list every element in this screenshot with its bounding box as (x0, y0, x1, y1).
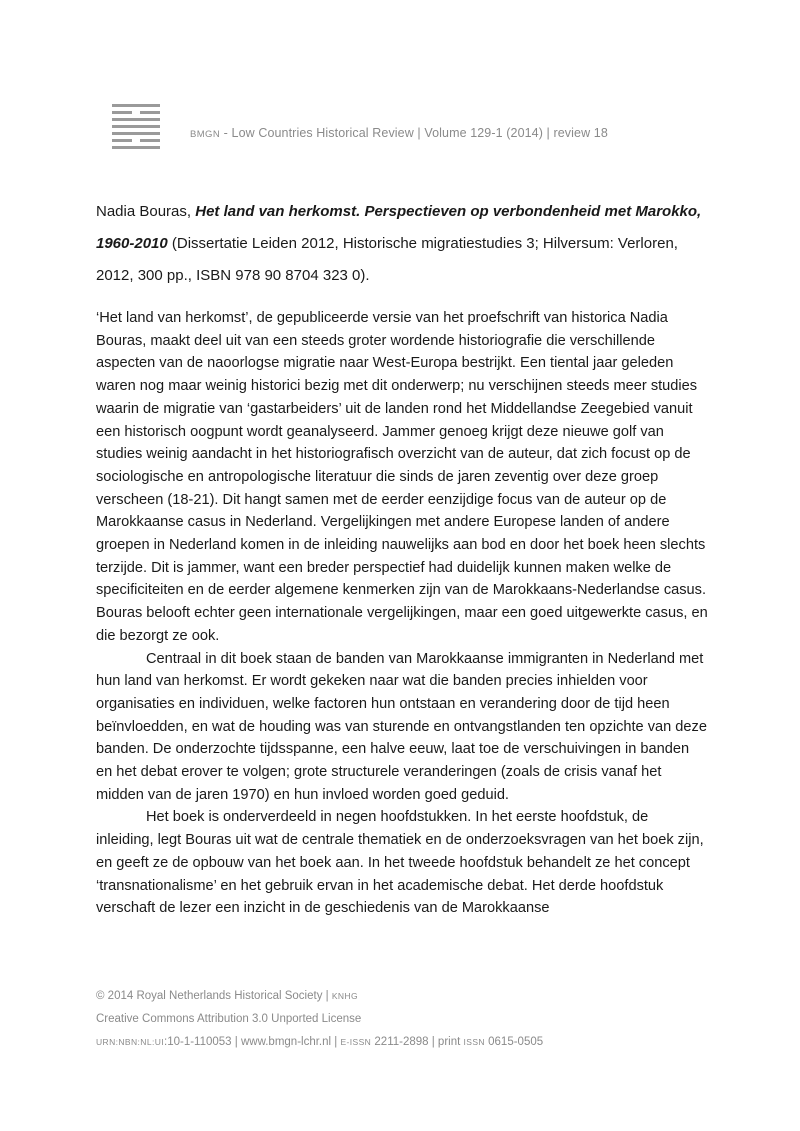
logo-bar (112, 146, 160, 149)
citation-author: Nadia Bouras, (96, 203, 196, 220)
citation-title: Het land van herkomst. Perspectieven op verbondenheid met Marokko, 1960-2010 (96, 203, 702, 252)
copyright-line: © 2014 Royal Netherlands Historical Society | KNHG (96, 990, 358, 1002)
journal-logo (112, 104, 160, 153)
logo-bar (112, 111, 160, 114)
body-paragraph: Het boek is onderverdeeld in negen hoofdstukken. In het eerste hoofdstuk, de inleiding, legt Bouras uit wat de centrale thematiek en de onderzoeksvragen van het boek zijn, en geeft ze de opbouw van het boek aan. In het tweede hoofdstuk behandelt ze het concept ‘transnationalisme’ en het gebruik ervan in het academische debat. Het derde hoofdstuk verschaft de lezer een inzicht in de geschiedenis van de Marokkaanse (96, 809, 704, 917)
body-paragraph: ‘Het land van herkomst’, de gepubliceerde versie van het proefschrift van historica Nadia Bouras, maakt deel uit van een steeds groter wordende historiografie die verschillende aspecten van de naoorlogse migratie naar West-Europa bestrijkt. Een tiental jaar geleden waren nog maar weinig historici bezig met dit onderwerp; nu verschijnen steeds meer studies waarin de migratie van ‘gastarbeiders’ uit de landen rond het Middellandse Zeegebied vanuit een historisch oogpunt wordt geanalyseerd. Jammer genoeg krijgt deze nieuwe golf van studies weinig aandacht in het historiografisch overzicht van de auteur, dat zich focust op de sociologische en antropologische literatuur die sinds de jaren zeventig over deze groep verscheen (18-21). Dit hangt samen met de eerder eenzijdige focus van de auteur op de Marokkaanse casus in Nederland. Vergelijkingen met andere Europese landen of andere groepen in Nederland komen in de inleiding nauwelijks aan bod en door het boek heen slechts terzijde. Dit is jammer, want een breder perspectief had duidelijk kunnen maken welke de specificiteiten en de eerder algemene kenmerken zijn van de Marokkaans-Nederlandse casus. Bouras belooft echter geen internationale vergelijkingen, maar een goed uitgewerkte casus, en die bezorgt ze ook. (96, 310, 708, 644)
review-body (96, 307, 708, 920)
logo-bar (112, 125, 160, 128)
logo-bar (112, 118, 160, 121)
logo-bar (112, 139, 160, 142)
license-line: Creative Commons Attribution 3.0 Unported License (96, 1013, 362, 1025)
running-header (190, 126, 608, 140)
logo-bar (112, 132, 160, 135)
journal-info: - Low Countries Historical Review | Volume 129-1 (2014) | review 18 (220, 126, 608, 140)
journal-abbrev: BMGN (190, 129, 221, 140)
citation-details: (Dissertatie Leiden 2012, Historische migratiestudies 3; Hilversum: Verloren, 2012, 300 pp., ISBN 978 90 8704 323 0). (96, 235, 678, 284)
logo-bar (112, 104, 160, 107)
page-footer (96, 985, 543, 1054)
book-citation (96, 196, 716, 292)
body-paragraph: Centraal in dit boek staan de banden van Marokkaanse immigranten in Nederland met hun land van herkomst. Er wordt gekeken naar wat die banden precies inhielden voor organisaties en individuen, welke factoren hun ontstaan en verandering door de tijd heen beïnvloedden, en wat de houding was van sturende en ontvangstlanden ten opzichte van deze banden. De onderzochte tijdsspanne, een halve eeuw, laat toe de verschuivingen in banden en het debat erover te volgen; grote structurele veranderingen (zoals de crisis vanaf het midden van de jaren 1970) en hun invloed worden goed geduid. (96, 650, 707, 803)
identifier-line: URN:NBN:NL:UI:10-1-110053 | www.bmgn-lchr.nl | E-ISSN 2211-2898 | print ISSN 0615-0505 (96, 1036, 544, 1048)
